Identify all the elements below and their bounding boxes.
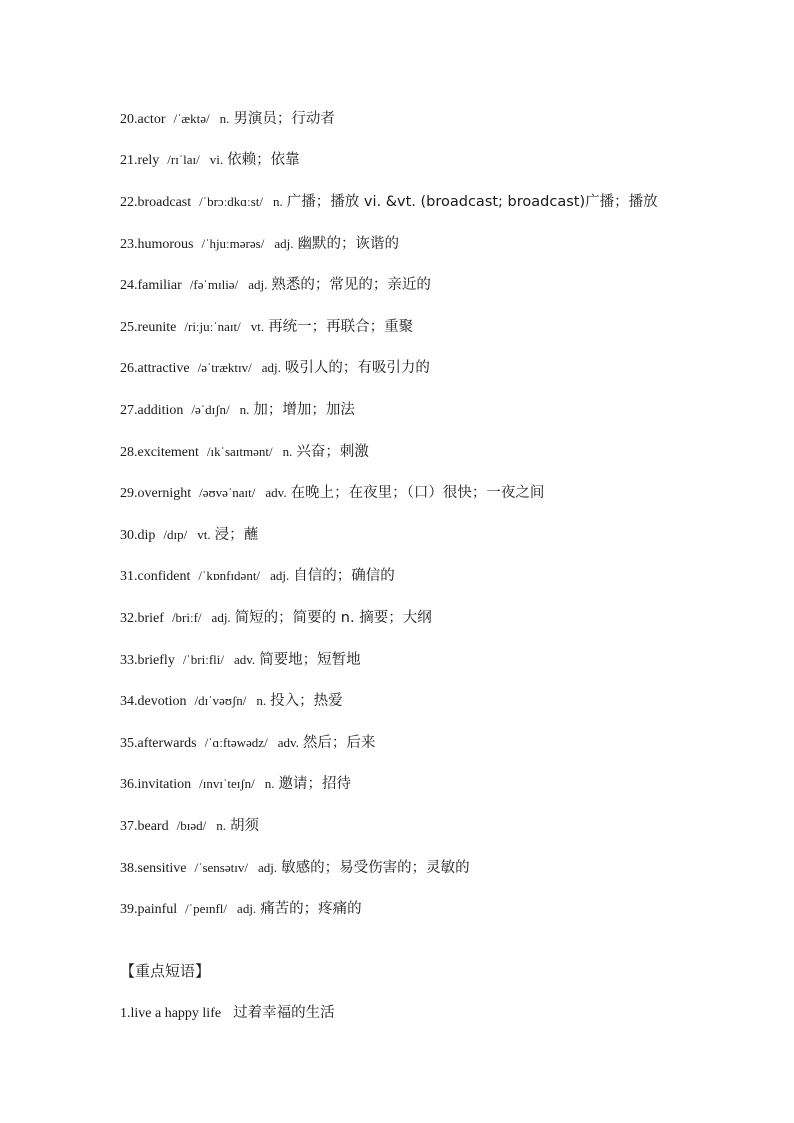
vocab-word: 28.excitement <box>120 445 199 460</box>
vocab-word: 29.overnight <box>120 486 192 501</box>
vocab-pos: adj. <box>248 277 268 292</box>
vocab-phonetic: /ˈbrɔːdkɑːst/ <box>199 194 264 209</box>
vocab-pos: adj. <box>274 236 294 251</box>
vocab-phonetic: /ˈpeɪnfl/ <box>185 901 228 916</box>
vocab-phonetic: /əʊvəˈnaɪt/ <box>199 485 256 500</box>
vocab-entry <box>120 317 413 338</box>
vocab-meaning: 简短的；简要的 n. 摘要；大纲 <box>234 610 432 626</box>
vocab-phonetic: /əˈtræktɪv/ <box>197 360 252 375</box>
vocab-meaning: 浸；蘸 <box>214 527 259 543</box>
vocab-word: 37.beard <box>120 819 169 834</box>
vocab-word: 24.familiar <box>120 278 182 293</box>
vocab-pos: vi. <box>209 152 224 167</box>
vocab-phonetic: /ˈæktə/ <box>173 111 210 126</box>
vocab-phonetic: /ˈhjuːmərəs/ <box>201 236 265 251</box>
vocab-entry <box>120 650 361 671</box>
vocab-word: 38.sensitive <box>120 861 187 876</box>
vocab-meaning: 兴奋；刺激 <box>296 444 369 460</box>
vocab-meaning: 幽默的；诙谐的 <box>297 236 399 252</box>
vocab-phonetic: /ˈɑːftəwədz/ <box>204 735 268 750</box>
vocab-pos: adj. <box>257 860 278 875</box>
vocab-entry <box>120 733 375 754</box>
vocab-meaning: 依赖；依靠 <box>227 152 300 168</box>
vocab-pos: n. <box>219 111 230 126</box>
vocab-meaning: 痛苦的；疼痛的 <box>260 901 362 917</box>
vocab-word: 35.afterwards <box>120 736 197 751</box>
vocab-entry <box>120 816 259 837</box>
vocab-entry <box>120 275 431 296</box>
vocab-word: 25.reunite <box>120 320 177 335</box>
vocab-phonetic: /ˈsensətɪv/ <box>194 860 248 875</box>
vocab-meaning: 邀请；招待 <box>278 776 352 792</box>
vocab-entry <box>120 525 258 546</box>
vocab-pos: n. <box>256 693 267 708</box>
vocab-entry <box>120 234 399 255</box>
vocab-meaning: 自信的；确信的 <box>293 568 395 584</box>
vocab-phonetic: /ɪkˈsaɪtmənt/ <box>206 444 273 459</box>
vocab-meaning: 熟悉的；常见的；亲近的 <box>271 277 431 293</box>
vocab-meaning: 投入；热爱 <box>270 693 343 709</box>
vocab-phonetic: /əˈdɪʃn/ <box>191 402 230 417</box>
vocab-word: 26.attractive <box>120 361 190 376</box>
vocab-entry <box>120 400 355 421</box>
vocab-entry <box>120 858 470 879</box>
vocab-phonetic: /ˈkɒnfɪdənt/ <box>198 568 261 583</box>
vocab-phonetic: /ˈbriːfli/ <box>182 652 224 667</box>
vocab-pos: n. <box>216 818 226 833</box>
vocab-word: 39.painful <box>120 902 178 917</box>
vocab-pos: adv. <box>234 652 256 667</box>
vocab-phonetic: /bɪəd/ <box>176 818 207 833</box>
vocab-entry <box>120 774 351 795</box>
vocab-pos: vt. <box>250 319 265 334</box>
section-heading: 【重点短语】 <box>120 962 211 980</box>
vocab-entry <box>120 358 430 379</box>
vocab-word: 32.brief <box>120 611 164 626</box>
vocab-entry <box>120 150 300 171</box>
vocab-meaning: 然后；后来 <box>302 735 376 751</box>
vocab-meaning: 简要地；短暂地 <box>259 652 361 668</box>
vocab-meaning: 吸引人的；有吸引力的 <box>284 360 430 376</box>
vocab-pos: adj. <box>237 901 257 916</box>
vocab-meaning: 在晚上；在夜里；（口）很快；一夜之间 <box>290 485 545 501</box>
vocab-entry <box>120 566 395 587</box>
vocab-phonetic: /dɪp/ <box>163 527 188 542</box>
vocab-entry <box>120 109 335 130</box>
vocab-word: 34.devotion <box>120 694 187 709</box>
vocab-entry <box>120 442 369 463</box>
vocab-meaning: 再统一；再联合；重聚 <box>268 319 414 335</box>
vocab-word: 20.actor <box>120 112 166 127</box>
vocab-pos: adv. <box>277 735 299 750</box>
vocab-entry <box>120 691 343 712</box>
vocab-pos: vt. <box>197 527 211 542</box>
vocab-meaning: 男演员；行动者 <box>233 111 335 127</box>
phrase-entry <box>120 1003 335 1024</box>
vocab-phonetic: /dɪˈvəʊʃn/ <box>194 693 247 708</box>
vocab-pos: n. <box>239 402 250 417</box>
phrase-meaning: 过着幸福的生活 <box>233 1005 335 1021</box>
vocab-word: 27.addition <box>120 403 184 418</box>
vocab-meaning: 广播；播放 vi. &vt. (broadcast; broadcast)广播；播放 <box>286 194 658 210</box>
vocab-pos: n. <box>273 194 283 209</box>
vocab-word: 33.briefly <box>120 653 175 668</box>
vocab-word: 31.confident <box>120 569 191 584</box>
vocab-phonetic: /rɪˈlaɪ/ <box>167 152 200 167</box>
vocab-pos: adv. <box>265 485 287 500</box>
vocab-entry <box>120 608 432 629</box>
vocab-phonetic: /fəˈmɪliə/ <box>189 277 239 292</box>
vocab-word: 22.broadcast <box>120 195 192 210</box>
vocab-pos: adj. <box>270 568 290 583</box>
vocab-word: 23.humorous <box>120 237 194 252</box>
vocab-word: 21.rely <box>120 153 160 168</box>
vocab-word: 36.invitation <box>120 777 192 792</box>
vocab-entry <box>120 192 658 213</box>
vocab-entry <box>120 899 362 920</box>
vocab-entry <box>120 483 544 504</box>
vocab-pos: n. <box>282 444 293 459</box>
vocab-pos: adj. <box>261 360 281 375</box>
vocab-phonetic: /riːjuːˈnaɪt/ <box>184 319 241 334</box>
vocab-phonetic: /briːf/ <box>171 610 202 625</box>
vocab-meaning: 敏感的；易受伤害的；灵敏的 <box>281 860 470 876</box>
vocab-pos: adj. <box>211 610 231 625</box>
vocab-word: 30.dip <box>120 528 156 543</box>
vocab-meaning: 加；增加；加法 <box>253 402 355 418</box>
phrase-english: 1.live a happy life <box>120 1006 222 1021</box>
vocab-meaning: 胡须 <box>229 818 259 834</box>
vocab-pos: n. <box>264 776 275 791</box>
vocab-phonetic: /ɪnvɪˈteɪʃn/ <box>199 776 255 791</box>
